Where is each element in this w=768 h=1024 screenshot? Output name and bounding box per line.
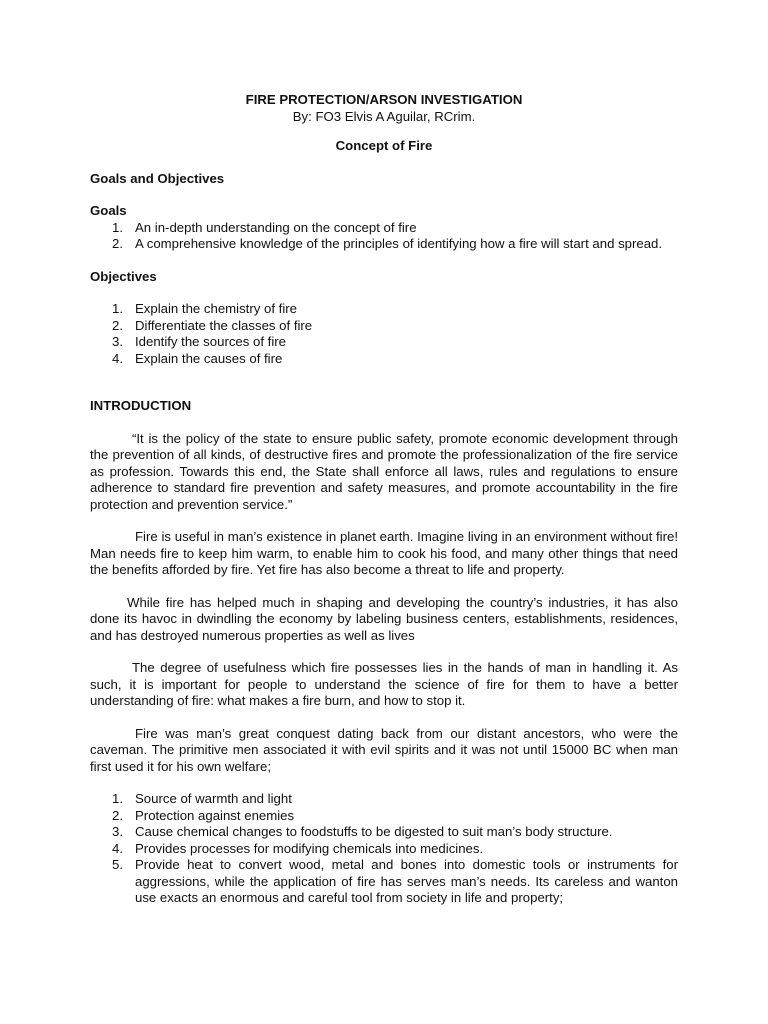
objectives-list — [90, 301, 678, 367]
document-body — [90, 92, 678, 907]
list-text: Identify the sources of fire — [135, 334, 286, 349]
list-text: Provides processes for modifying chemicals into medicines. — [135, 840, 484, 856]
author-byline: By: FO3 Elvis A Aguilar, RCrim. — [292, 108, 476, 124]
list-item — [90, 301, 678, 318]
goals-objectives-heading: Goals and Objectives — [90, 170, 225, 186]
objectives-heading: Objectives — [90, 268, 157, 284]
list-number: 1. — [112, 219, 123, 235]
document-title: FIRE PROTECTION/ARSON INVESTIGATION — [245, 92, 523, 107]
list-item — [90, 220, 678, 237]
list-text: Explain the chemistry of fire — [135, 301, 297, 316]
list-item — [90, 318, 678, 335]
intro-paragraph: The degree of usefulness which fire possesses lies in the hands of man in handling it. As such, it is important for people to understand the science of fire for them to have a better understanding of fire: what makes a fire burn, and how to stop it. — [90, 660, 678, 708]
uses-of-fire-list — [90, 791, 678, 907]
goals-list — [90, 220, 678, 253]
list-text: Protection against enemies — [135, 807, 295, 823]
list-text: Source of warmth and light — [135, 791, 292, 806]
list-number: 1. — [112, 791, 123, 806]
list-text: Provide heat to convert wood, metal and bones into domestic tools or instruments for aggressions, while the application of fire has serves man’s needs. Its careless and wanton use exacts an enormous and careful tool from society in life and property; — [135, 857, 678, 905]
intro-paragraph: While fire has helped much in shaping and developing the country’s industries, it has also done its havoc in dwindling the economy by labeling business centers, establishments, residences, and has destroyed numerous properties as well as lives — [90, 594, 678, 643]
intro-paragraph: Fire was man’s great conquest dating back from our distant ancestors, who were the caveman. The primitive men associated it with evil spirits and it was not until 15000 BC when man first used it for his own welfare; — [90, 725, 678, 774]
list-number: 2. — [112, 236, 123, 251]
list-number: 3. — [112, 824, 123, 839]
list-item — [90, 841, 678, 858]
intro-paragraph: “It is the policy of the state to ensure public safety, promote economic development through the prevention of all kinds, of destructive fires and promote the professionalization of the fire service as profession. Towards this end, the State shall enforce all laws, rules and regulations to ensure adherence to standard fire prevention and safety measures, and promote accountability in the fire protection and prevention service.” — [90, 430, 678, 512]
list-text: A comprehensive knowledge of the principles of identifying how a fire will start and spread. — [135, 236, 663, 251]
list-text: Cause chemical changes to foodstuffs to be digested to suit man’s body structure. — [135, 824, 613, 839]
list-item — [90, 824, 678, 841]
list-item — [90, 236, 678, 253]
intro-paragraph: Fire is useful in man’s existence in planet earth. Imagine living in an environment without fire! Man needs fire to keep him warm, to enable him to cook his food, and many other things that need the benefits afforded by fire. Yet fire has also become a threat to life and property. — [90, 529, 678, 577]
list-item — [90, 351, 678, 368]
introduction-heading: INTRODUCTION — [90, 398, 192, 413]
list-item — [90, 791, 678, 808]
list-number: 4. — [112, 840, 123, 856]
list-number: 3. — [112, 334, 123, 349]
goals-heading: Goals — [90, 203, 127, 218]
list-item — [90, 857, 678, 907]
list-number: 1. — [112, 301, 123, 316]
list-text: An in-depth understanding on the concept of fire — [135, 219, 417, 235]
list-number: 5. — [112, 857, 123, 872]
list-number: 4. — [112, 350, 123, 366]
list-item — [90, 808, 678, 825]
list-text: Differentiate the classes of fire — [135, 317, 313, 333]
list-number: 2. — [112, 807, 123, 823]
list-number: 2. — [112, 317, 123, 333]
list-item — [90, 334, 678, 351]
subject-heading: Concept of Fire — [335, 138, 433, 153]
list-text: Explain the causes of fire — [135, 350, 283, 366]
